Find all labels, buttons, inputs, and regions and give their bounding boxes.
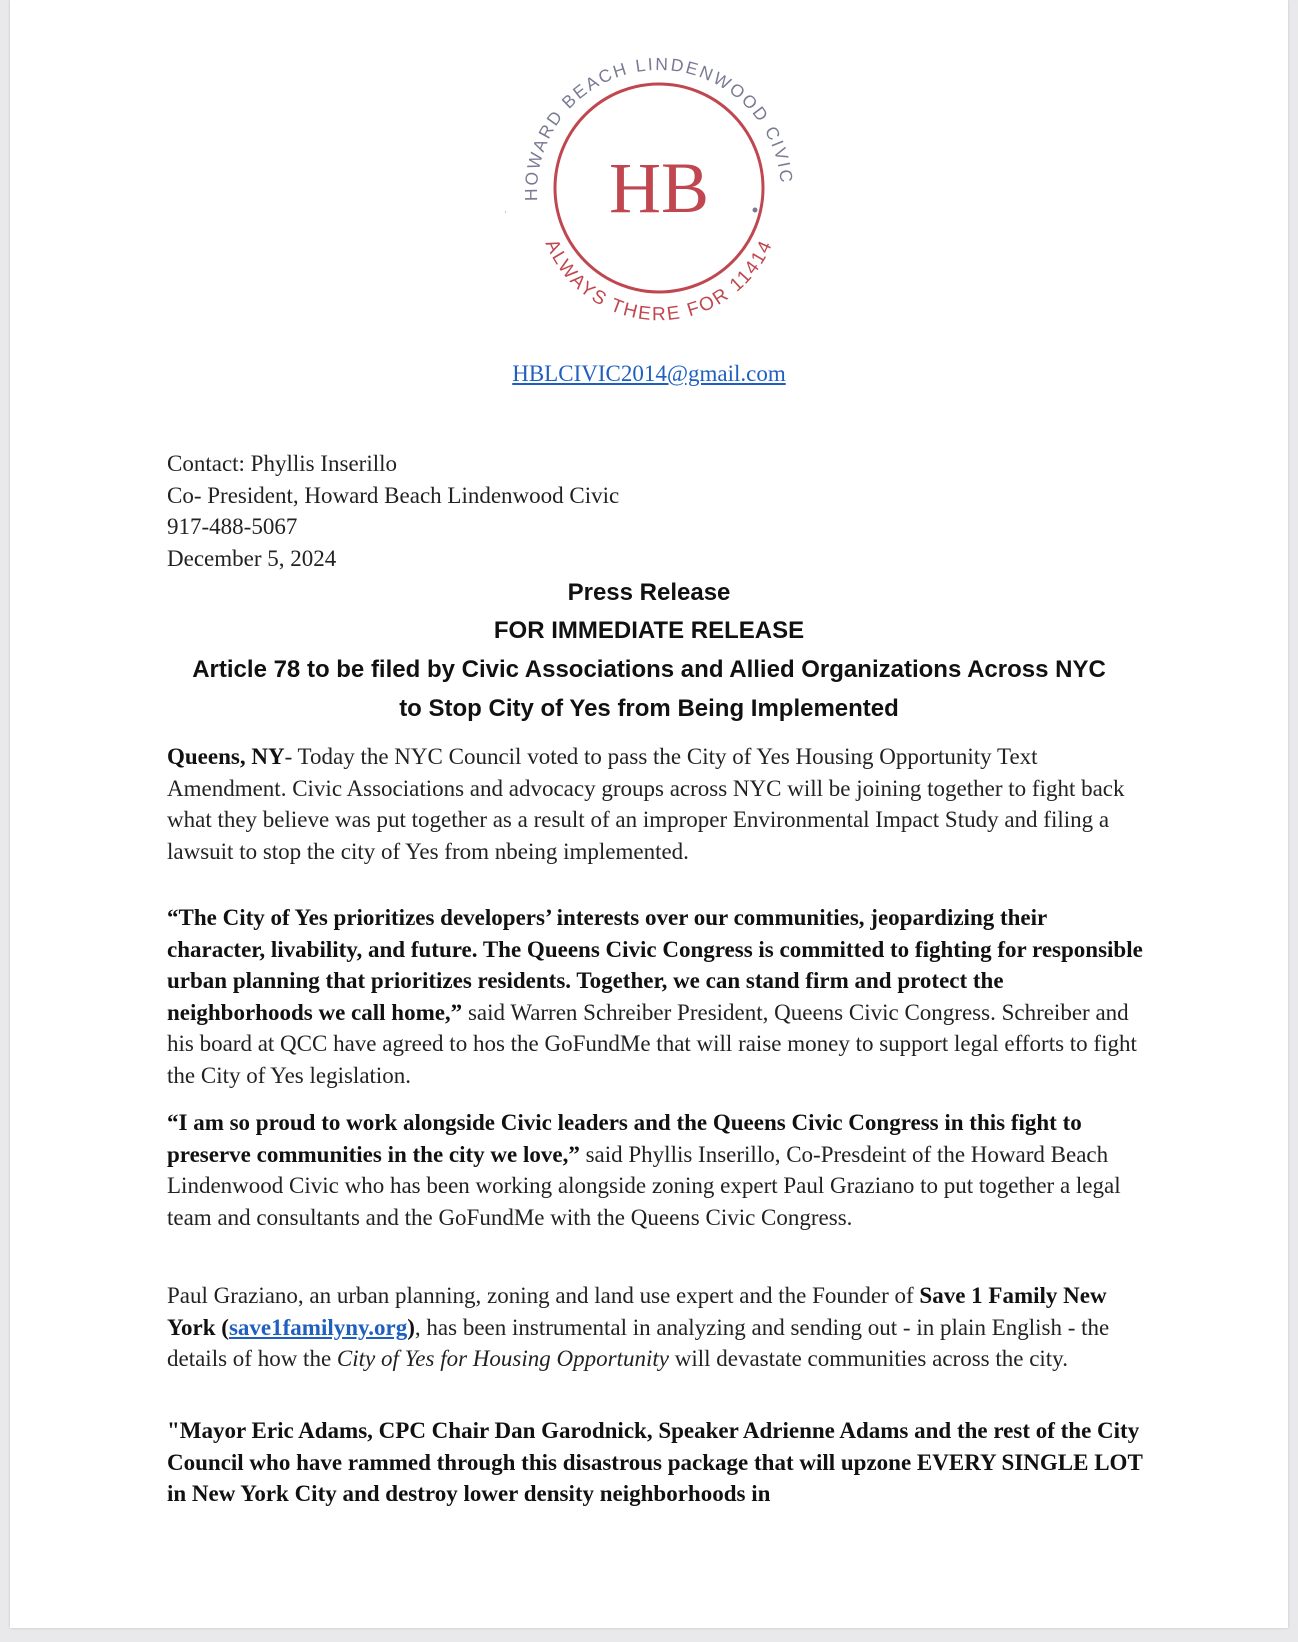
p4-text-b: , has been instrumental in analyzing and sending out - in plain English - the details of how the [167,1314,1110,1371]
p4-text-c: will devastate communities across the city. [668,1346,1068,1371]
seal-monogram: HB [608,148,710,228]
contact-block [167,448,619,574]
press-release-heading: Press Release [567,579,731,606]
contact-phone: 917-488-5067 [167,514,298,539]
immediate-release-heading: FOR IMMEDIATE RELEASE [493,617,805,644]
civic-seal-logo [505,38,813,346]
seal-dot-left [505,210,506,215]
title-line-1: Article 78 to be filed by Civic Associations and Allied Organizations Across NYC [192,656,1106,683]
p2-quote: “The City of Yes prioritizes developers’ interests over our communities, jeopardizing their character, livability, and future. The Queens Civic Congress is committed to fighting for responsible urban planning that prioritizes residents. Together, we can stand firm and protect the neighborhoods we call home,” [167,905,1143,1025]
email-link[interactable]: HBLCIVIC2014@gmail.com [512,361,786,386]
paragraph-3 [167,1107,1147,1233]
seal-bottom-text: ALWAYS THERE FOR 11414 [540,236,778,326]
paragraph-5 [167,1415,1147,1510]
p3-quote: “I am so proud to work alongside Civic leaders and the Queens Civic Congress in this fight to preserve communities in the city we love,” [167,1110,1082,1167]
title-line-2: to Stop City of Yes from Being Implemented [399,695,899,722]
seal-top-text: HOWARD BEACH LINDENWOOD CIVIC [520,53,797,202]
p4-italic: City of Yes for Housing Opportunity [336,1346,669,1371]
dateline: Queens, NY [167,744,285,769]
seal-dot-right [753,208,758,213]
contact-name: Contact: Phyllis Inserillo [167,451,397,476]
release-date: December 5, 2024 [167,545,337,571]
p2-text: said Warren Schreiber President, Queens Civic Congress. Schreiber and his board at QCC have agreed to hos the GoFundMe that will raise money to support legal efforts to fight the City of Yes legislation. [167,999,1137,1088]
p1-text: - Today the NYC Council voted to pass the City of Yes Housing Opportunity Text Amendment. Civic Associations and advocacy groups across NYC will be joining together to fight back what they believe was put together as a result of an improper Environmental Impact Study and filing a lawsuit to stop the city of Yes from nbeing implemented. [167,744,1125,864]
p4-org: Save 1 Family New York ( [167,1283,1107,1340]
save1family-link[interactable]: save1familyny.org [228,1314,408,1340]
contact-title: Co- President, Howard Beach Lindenwood Civic [167,482,620,508]
paragraph-4 [167,1280,1147,1375]
paragraph-2 [167,902,1147,1091]
p3-text: said Phyllis Inserillo, Co-Presdeint of the Howard Beach Lindenwood Civic who has been working alongside zoning expert Paul Graziano to put together a legal team and consultants and the GoFundMe with the Queens Civic Congress. [167,1141,1121,1230]
document-page [10,0,1288,1628]
paragraph-1 [167,741,1147,867]
p4-close: ) [407,1314,415,1340]
p5-quote: "Mayor Eric Adams, CPC Chair Dan Garodnick, Speaker Adrienne Adams and the rest of the City Council who have rammed through this disastrous package that will upzone EVERY SINGLE LOT in New York City and destroy lower density neighborhoods in [167,1418,1143,1506]
headings [10,574,1288,728]
p4-text-a: Paul Graziano, an urban planning, zoning and land use expert and the Founder of [167,1283,920,1308]
